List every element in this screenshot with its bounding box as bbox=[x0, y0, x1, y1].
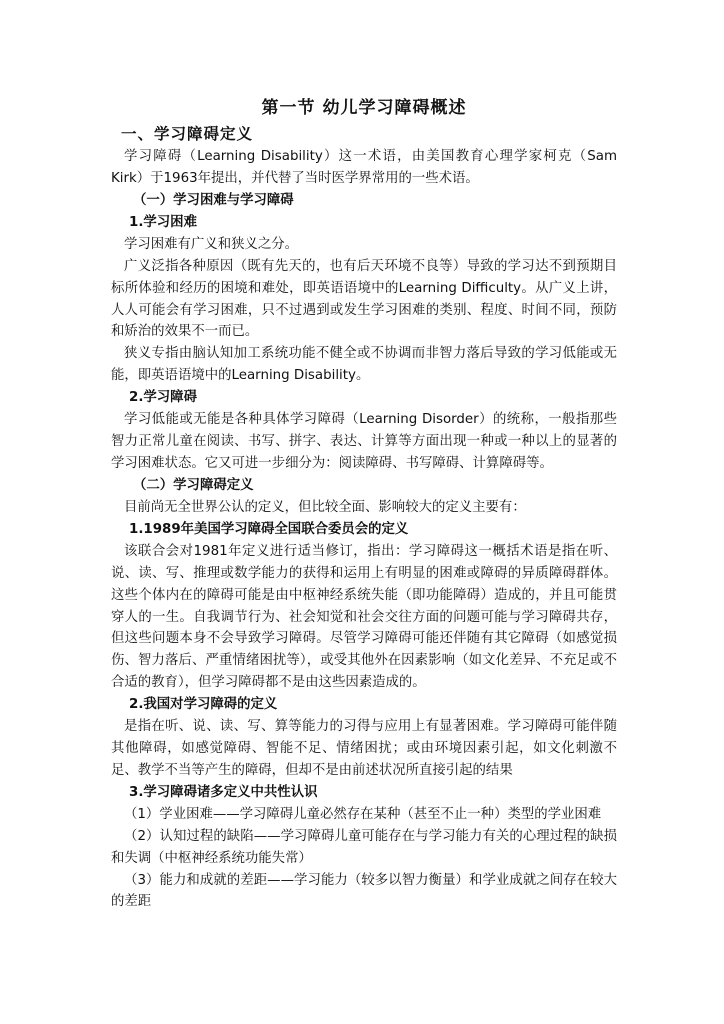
paragraph-common-point-2: （2）认知过程的缺陷——学习障碍儿童可能存在与学习能力有关的心理过程的缺损和失调（中枢神经系统功能失常） bbox=[111, 828, 617, 866]
paragraph-common-point-1: （1）学业困难——学习障碍儿童必然存在某种（甚至不止一种）类型的学业困难 bbox=[124, 806, 602, 822]
item-heading-learning-disability: 2.学习障碍 bbox=[129, 390, 197, 406]
paragraph-disability-definition: 学习低能或无能是各种具体学习障碍（Learning Disorder）的统称，一般指那些智力正常儿童在阅读、书写、拼字、表达、计算等方面出现一种或一种以上的显著的学习困难状态。它又可进一步细分为：阅读障碍、书写障碍、计算障碍等。 bbox=[111, 412, 617, 471]
paragraph-njcld-definition: 该联合会对1981年定义进行适当修订，指出：学习障碍这一概括术语是指在听、说、读、写、推理或数学能力的获得和运用上有明显的困难或障碍的异质障碍群体。这些个体内在的障碍可能是由中枢神经系统失能（即功能障碍）造成的，并且可能贯穿人的一生。自我调节行为、社会知觉和社会交往方面的问题可能与学习障碍共存，但这些问题本身不会导致学习障碍。尽管学习障碍可能还伴随有其它障碍（如感觉损伤、智力落后、严重情绪困扰等），或受其他外在因素影响（如文化差异、不充足或不合适的教育），但学习障碍都不是由这些因素造成的。 bbox=[111, 543, 617, 691]
paragraph-narrow-definition: 狭义专指由脑认知加工系统功能不健全或不协调而非智力落后导致的学习低能或无能，即英语语境中的Learning Disability。 bbox=[111, 346, 617, 384]
paragraph-broad-definition: 广义泛指各种原因（既有先天的，也有后天环境不良等）导致的学习达不到预期目标所体验和经历的困境和难处，即英语语境中的Learning Difficulty。从广义上讲，人人可能会有学习困难，只不过遇到或发生学习困难的类别、程度、时间不同，预防和矫治的效果不一而已。 bbox=[111, 258, 617, 340]
paragraph-china-definition: 是指在听、说、读、写、算等能力的习得与应用上有显著困难。学习障碍可能伴随其他障碍，如感觉障碍、智能不足、情绪困扰；或由环境因素引起，如文化刺激不足、教学不当等产生的障碍，但却不是由前述状况所直接引起的结果 bbox=[111, 719, 617, 778]
item-heading-learning-difficulty: 1.学习困难 bbox=[129, 214, 197, 230]
paragraph-common-point-3: （3）能力和成就的差距——学习能力（较多以智力衡量）和学业成就之间存在较大的差距 bbox=[111, 872, 617, 910]
item-heading-common-understanding: 3.学习障碍诸多定义中共性认识 bbox=[129, 784, 318, 800]
paragraph-definition-intro: 目前尚无全世界公认的定义，但比较全面、影响较大的定义主要有： bbox=[124, 499, 526, 515]
document-page bbox=[111, 96, 617, 913]
section-heading-definition: 一、学习障碍定义 bbox=[121, 125, 254, 143]
item-heading-njcld-1989: 1.1989年美国学习障碍全国联合委员会的定义 bbox=[129, 521, 409, 537]
item-heading-china-definition: 2.我国对学习障碍的定义 bbox=[129, 697, 278, 713]
subsection-heading-difficulty-vs-disability: （一）学习困难与学习障碍 bbox=[133, 192, 294, 208]
section-intro-paragraph: 学习障碍（Learning Disability）这一术语，由美国教育心理学家柯克（Sam Kirk）于1963年提出，并代替了当时医学界常用的一些术语。 bbox=[111, 149, 617, 186]
page-title: 第一节 幼儿学习障碍概述 bbox=[261, 98, 467, 118]
subsection-heading-disability-definition: （二）学习障碍定义 bbox=[133, 477, 254, 493]
paragraph-difficulty-intro: 学习困难有广义和狭义之分。 bbox=[124, 236, 299, 252]
